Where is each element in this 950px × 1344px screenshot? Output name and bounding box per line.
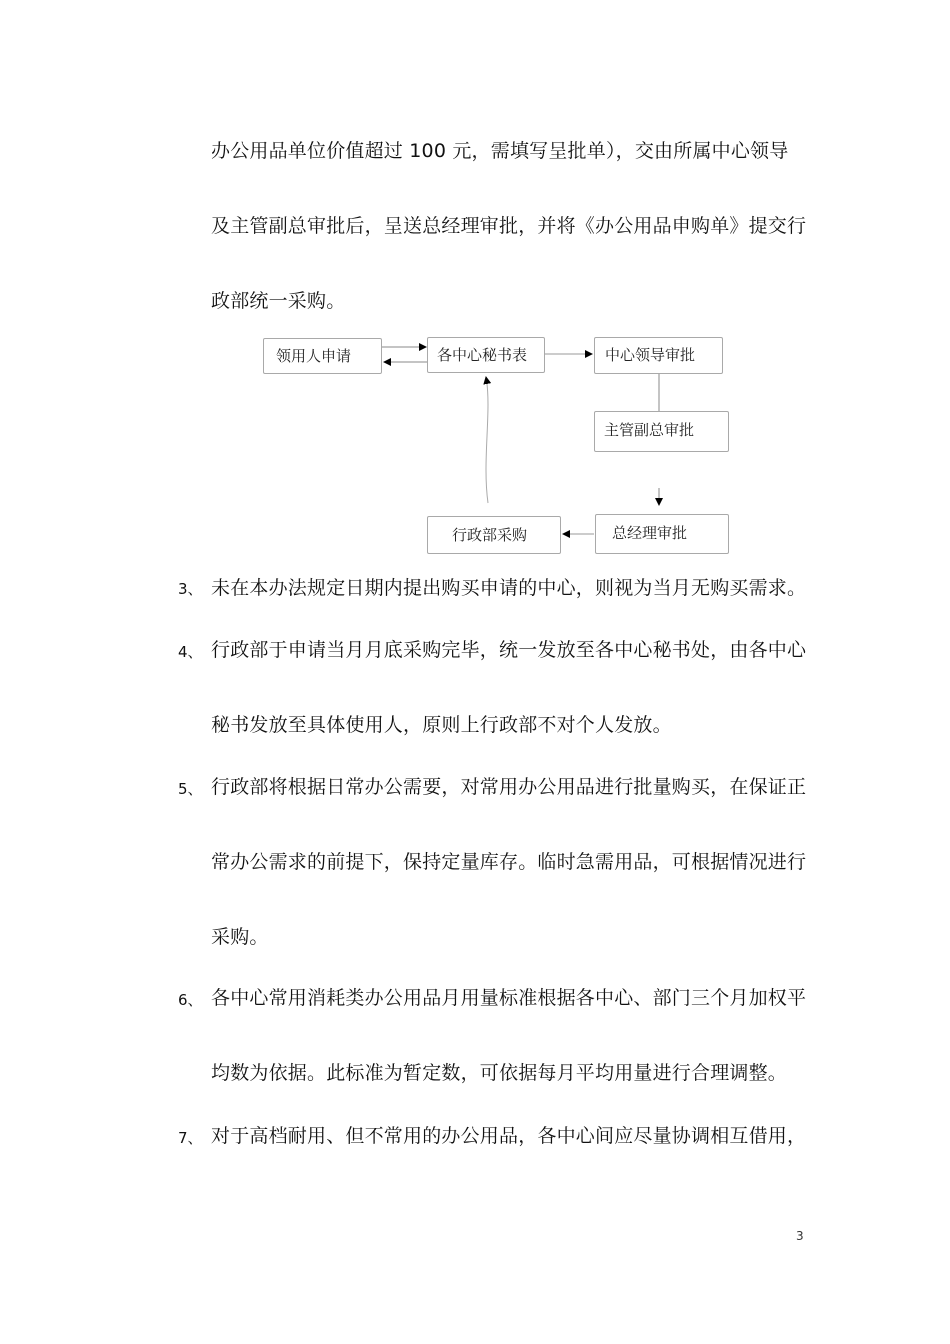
flow-box-gm: 总经理审批 [595, 514, 729, 554]
item-number: 3、 [178, 580, 203, 598]
paragraph-line: 政部统一采购。 [211, 290, 346, 312]
item-number: 4、 [178, 643, 203, 661]
page-number: 3 [796, 1229, 804, 1243]
flow-box-vp: 主管副总审批 [594, 411, 729, 452]
item-line: 采购。 [211, 926, 269, 948]
flow-box-secretary: 各中心秘书表 [427, 337, 545, 373]
flow-box-admin: 行政部采购 [427, 516, 561, 554]
flow-box-applicant: 领用人申请 [263, 338, 382, 374]
item-line: 均数为依据。此标准为暂定数，可依据每月平均用量进行合理调整。 [211, 1062, 788, 1084]
item-line: 对于高档耐用、但不常用的办公用品，各中心间应尽量协调相互借用， [211, 1125, 807, 1147]
flowchart-arrows [0, 0, 950, 600]
item-line: 常办公需求的前提下，保持定量库存。临时急需用品，可根据情况进行 [211, 851, 807, 873]
arrow-admin-to-secretary [486, 377, 488, 503]
item-number: 7、 [178, 1129, 203, 1147]
item-number: 6、 [178, 991, 203, 1009]
item-line: 行政部于申请当月月底采购完毕，统一发放至各中心秘书处，由各中心 [211, 639, 807, 661]
flow-box-center-leader: 中心领导审批 [594, 337, 723, 374]
item-line: 未在本办法规定日期内提出购买申请的中心，则视为当月无购买需求。 [211, 577, 807, 599]
item-number: 5、 [178, 780, 203, 798]
item-line: 秘书发放至具体使用人，原则上行政部不对个人发放。 [211, 714, 672, 736]
paragraph-line: 办公用品单位价值超过 100 元，需填写呈批单），交由所属中心领导 [211, 140, 789, 162]
item-line: 行政部将根据日常办公需要，对常用办公用品进行批量购买，在保证正 [211, 776, 807, 798]
paragraph-line: 及主管副总审批后，呈送总经理审批，并将《办公用品申购单》提交行 [211, 215, 807, 237]
item-line: 各中心常用消耗类办公用品月用量标准根据各中心、部门三个月加权平 [211, 987, 807, 1009]
